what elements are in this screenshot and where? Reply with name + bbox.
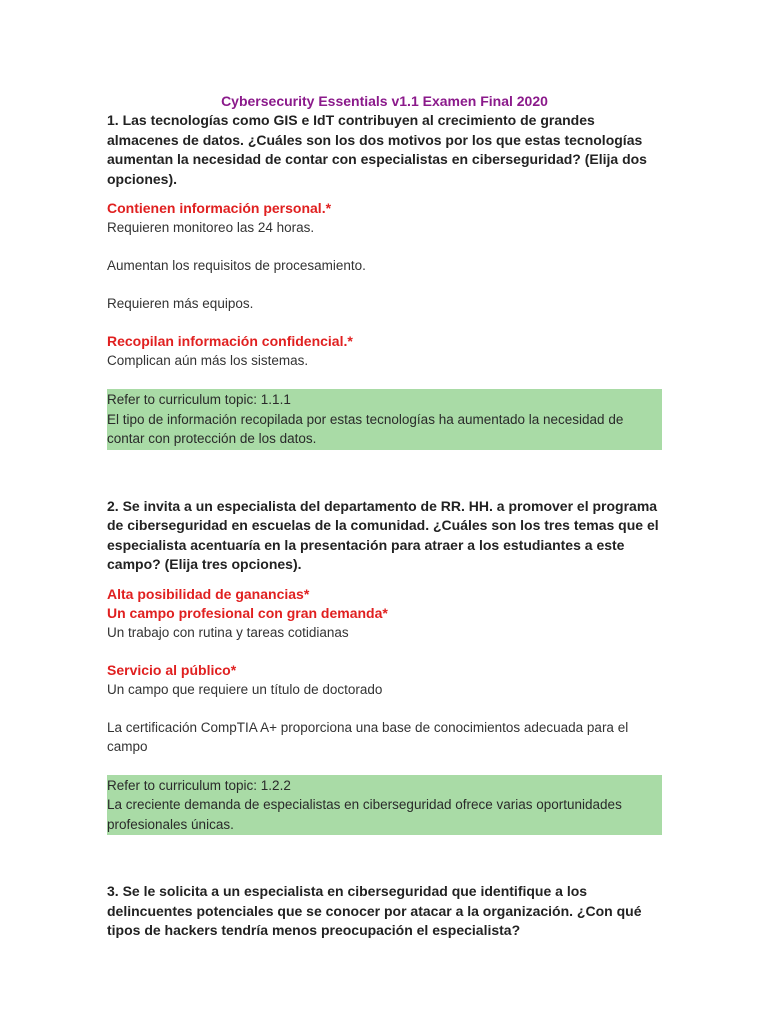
- feedback-box: [107, 775, 662, 836]
- answer-option: Requieren más equipos.: [107, 296, 254, 311]
- document-page: [107, 92, 662, 941]
- question-1: [107, 111, 662, 450]
- feedback-explanation: La creciente demanda de especialistas en ciberseguridad ofrece varias oportunidades profesionales únicas.: [107, 797, 622, 832]
- answer-option: La certificación CompTIA A+ proporciona una base de conocimientos adecuada para el campo: [107, 719, 629, 754]
- answer-option: Complican aún más los sistemas.: [107, 353, 309, 368]
- document-title: Cybersecurity Essentials v1.1 Examen Final 2020: [221, 93, 548, 109]
- answer-option-correct: Un campo profesional con gran demanda*: [107, 604, 388, 621]
- answer-option-correct: Contienen información personal.*: [107, 200, 332, 216]
- feedback-explanation: El tipo de información recopilada por estas tecnologías ha aumentado la necesidad de contar con protección de los datos.: [107, 411, 624, 446]
- question-text: 2. Se invita a un especialista del departamento de RR. HH. a promover el programa de ciberseguridad en escuelas de la comunidad. ¿Cuáles son los tres temas que el especialista acentuaría en la presentación para atraer a los estudiantes a este campo? (Elija tres opciones).: [107, 497, 659, 572]
- answer-option-correct: Alta posibilidad de ganancias*: [107, 585, 310, 602]
- question-text: 1. Las tecnologías como GIS e IdT contribuyen al crecimiento de grandes almacenes de datos. ¿Cuáles son los dos motivos por los que estas tecnologías aumentan la necesidad de contar con especialistas en ciberseguridad? (Elija dos opciones).: [107, 112, 647, 187]
- curriculum-topic: Refer to curriculum topic: 1.1.1: [107, 392, 291, 407]
- curriculum-topic: Refer to curriculum topic: 1.2.2: [107, 777, 291, 793]
- question-text: 3. Se le solicita a un especialista en ciberseguridad que identifique a los delincuentes potenciales que se conocer por atacar a la organización. ¿Con qué tipos de hackers tendría menos preocupación el especialista?: [107, 883, 642, 938]
- answer-option-correct: Servicio al público*: [107, 661, 237, 678]
- question-2: [107, 497, 662, 836]
- answer-options: [107, 199, 662, 370]
- feedback-box: [107, 389, 662, 450]
- answer-options: [107, 585, 662, 756]
- answer-option: Aumentan los requisitos de procesamiento.: [107, 258, 366, 273]
- answer-option: Un trabajo con rutina y tareas cotidianas: [107, 624, 349, 640]
- question-3: [107, 882, 662, 941]
- answer-option-correct: Recopilan información confidencial.*: [107, 333, 353, 349]
- answer-option: Requieren monitoreo las 24 horas.: [107, 220, 315, 235]
- answer-option: Un campo que requiere un título de doctorado: [107, 681, 383, 697]
